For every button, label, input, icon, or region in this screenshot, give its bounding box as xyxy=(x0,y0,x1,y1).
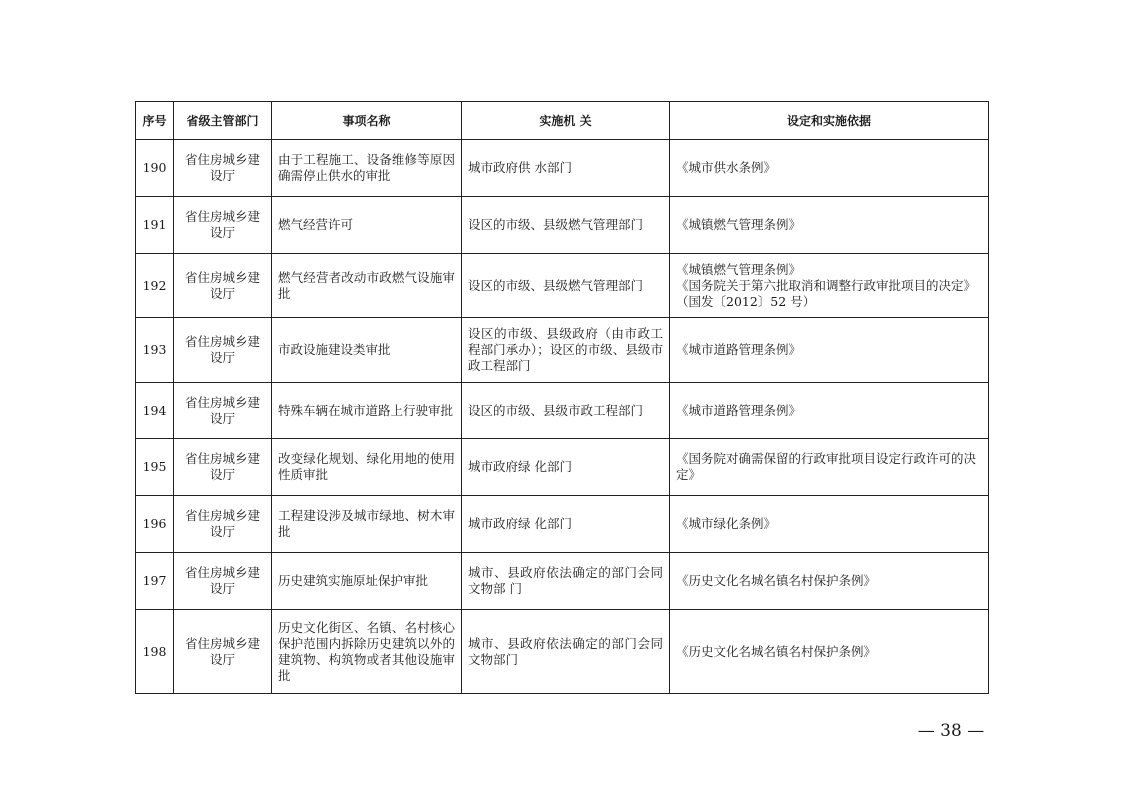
table-row xyxy=(136,439,989,496)
basis-line: 《国务院关于第六批取消和调整行政审批项目的决定》（国发〔2012〕52 号） xyxy=(676,277,977,309)
row-item-name: 工程建设涉及城市绿地、树木审批 xyxy=(272,496,462,553)
header-item-name: 事项名称 xyxy=(272,102,462,140)
row-dept: 省住房城乡建设厅 xyxy=(174,318,272,383)
row-basis xyxy=(670,439,989,496)
table-row xyxy=(136,496,989,553)
header-implementing-org: 实施机 关 xyxy=(462,102,670,140)
row-dept: 省住房城乡建设厅 xyxy=(174,610,272,694)
row-basis xyxy=(670,318,989,383)
row-item-name: 市政设施建设类审批 xyxy=(272,318,462,383)
row-implementing-org: 设区的市级、县级市政工程部门 xyxy=(462,383,670,439)
page-number: — 38 — xyxy=(917,721,985,741)
row-dept: 省住房城乡建设厅 xyxy=(174,383,272,439)
header-basis: 设定和实施依据 xyxy=(670,102,989,140)
table-row xyxy=(136,197,989,254)
approval-items-table-container xyxy=(135,101,988,694)
row-item-name: 燃气经营者改动市政燃气设施审批 xyxy=(272,254,462,318)
row-basis xyxy=(670,610,989,694)
row-item-name: 由于工程施工、设备维修等原因确需停止供水的审批 xyxy=(272,140,462,197)
header-serial-no: 序号 xyxy=(136,102,174,140)
row-dept: 省住房城乡建设厅 xyxy=(174,197,272,254)
row-dept: 省住房城乡建设厅 xyxy=(174,496,272,553)
row-serial-no: 194 xyxy=(136,383,174,439)
row-item-name: 燃气经营许可 xyxy=(272,197,462,254)
table-row xyxy=(136,553,989,610)
table-row xyxy=(136,383,989,439)
row-basis xyxy=(670,496,989,553)
row-item-name: 历史文化街区、名镇、名村核心保护范围内拆除历史建筑以外的建筑物、构筑物或者其他设施审批 xyxy=(272,610,462,694)
row-item-name: 特殊车辆在城市道路上行驶审批 xyxy=(272,383,462,439)
row-item-name: 改变绿化规划、绿化用地的使用性质审批 xyxy=(272,439,462,496)
row-serial-no: 193 xyxy=(136,318,174,383)
row-implementing-org: 城市政府绿 化部门 xyxy=(462,496,670,553)
table-body xyxy=(136,140,989,694)
row-implementing-org: 城市、县政府依法确定的部门会同文物部门 xyxy=(462,610,670,694)
row-basis xyxy=(670,140,989,197)
basis-line: 《历史文化名城名镇名村保护条例》 xyxy=(676,643,877,659)
row-dept: 省住房城乡建设厅 xyxy=(174,439,272,496)
basis-line: 《城镇燃气管理条例》 xyxy=(676,217,802,232)
basis-line: 《城镇燃气管理条例》 xyxy=(676,261,802,277)
row-dept: 省住房城乡建设厅 xyxy=(174,140,272,197)
row-implementing-org: 设区的市级、县级燃气管理部门 xyxy=(462,197,670,254)
row-dept: 省住房城乡建设厅 xyxy=(174,553,272,610)
row-item-name: 历史建筑实施原址保护审批 xyxy=(272,553,462,610)
basis-line: 《城市供水条例》 xyxy=(676,160,777,175)
row-serial-no: 198 xyxy=(136,610,174,694)
row-dept: 省住房城乡建设厅 xyxy=(174,254,272,318)
basis-line: 《历史文化名城名镇名村保护条例》 xyxy=(676,573,877,588)
row-basis xyxy=(670,383,989,439)
row-implementing-org: 城市政府供 水部门 xyxy=(462,140,670,197)
row-serial-no: 192 xyxy=(136,254,174,318)
row-serial-no: 196 xyxy=(136,496,174,553)
header-dept: 省级主管部门 xyxy=(174,102,272,140)
approval-items-table xyxy=(135,101,989,694)
row-serial-no: 191 xyxy=(136,197,174,254)
row-serial-no: 195 xyxy=(136,439,174,496)
row-serial-no: 197 xyxy=(136,553,174,610)
row-basis xyxy=(670,197,989,254)
row-implementing-org: 设区的市级、县级政府（由市政工 程部门承办）；设区的市级、县级市政工程部门 xyxy=(462,318,670,383)
table-row xyxy=(136,318,989,383)
table-row xyxy=(136,254,989,318)
row-implementing-org: 城市、县政府依法确定的部门会同文物部 门 xyxy=(462,553,670,610)
basis-line: 《城市道路管理条例》 xyxy=(676,402,802,418)
row-serial-no: 190 xyxy=(136,140,174,197)
row-basis xyxy=(670,254,989,318)
row-implementing-org: 城市政府绿 化部门 xyxy=(462,439,670,496)
table-header-row xyxy=(136,102,989,140)
row-basis xyxy=(670,553,989,610)
basis-line: 《城市道路管理条例》 xyxy=(676,342,802,357)
table-row xyxy=(136,610,989,694)
row-implementing-org: 设区的市级、县级燃气管理部门 xyxy=(462,254,670,318)
basis-line: 《城市绿化条例》 xyxy=(676,516,777,531)
table-row xyxy=(136,140,989,197)
basis-line: 《国务院对确需保留的行政审批项目设定行政许可的决定》 xyxy=(676,451,977,482)
